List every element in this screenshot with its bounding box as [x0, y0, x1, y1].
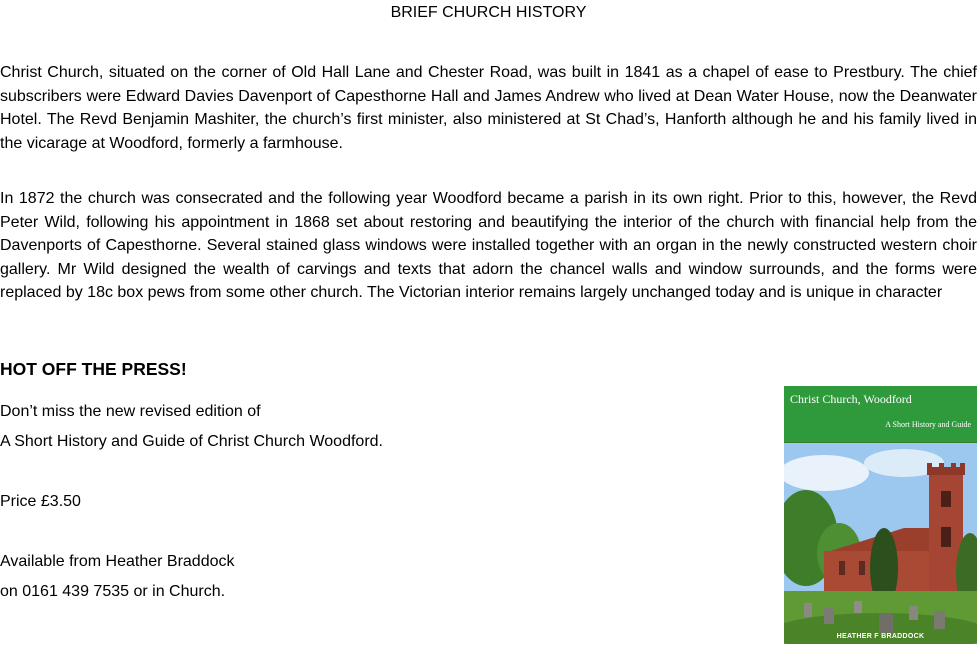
history-paragraph-1: Christ Church, situated on the corner of Old Hall Lane and Chester Road, was built in 1841 as a chapel of ease to Prestbury. The chief subscribers were Edward Davies Davenport of Capesthorne Hall and James Andrew who lived at Dean Water House, now the Deanwater Hotel. The Revd Benjamin Mashiter, the church’s first minister, also ministered at St Chad’s, Hanforth although he and his family lived in the vicarage at Woodford, formerly a farmhouse.: [0, 64, 977, 152]
church-photo: [784, 443, 977, 644]
press-intro-line: Don’t miss the new revised edition of: [0, 403, 261, 420]
press-heading: HOT OFF THE PRESS!: [0, 359, 187, 379]
availability-text: Available from Heather Braddock: [0, 553, 235, 570]
history-paragraph-2: In 1872 the church was consecrated and the following year Woodford became a parish in its own right. Prior to this, however, the Revd Peter Wild, following his appointment in 1868 set about restoring and beautifying the interior of the church with financial help from the Davenports of Capesthorne. Several stained glass windows were installed together with an organ in the newly constructed western choir gallery. Mr Wild designed the wealth of carvings and texts that adorn the chancel walls and window surrounds, and the forms were replaced by 18c box pews from some other church. The Victorian interior remains largely unchanged today and is unique in character: [0, 190, 977, 302]
book-cover-author: HEATHER F BRADDOCK: [836, 633, 925, 640]
page-heading: BRIEF CHURCH HISTORY: [390, 4, 587, 21]
contact-text: on 0161 439 7535 or in Church.: [0, 583, 226, 600]
price-text: Price £3.50: [0, 493, 81, 510]
press-book-title-line: A Short History and Guide of Christ Church Woodford.: [0, 433, 383, 450]
book-cover-title: Christ Church, Woodford: [790, 392, 912, 406]
book-cover-title-band: [784, 386, 977, 442]
book-cover-image: [784, 386, 977, 644]
book-cover-subtitle: A Short History and Guide: [885, 420, 971, 429]
